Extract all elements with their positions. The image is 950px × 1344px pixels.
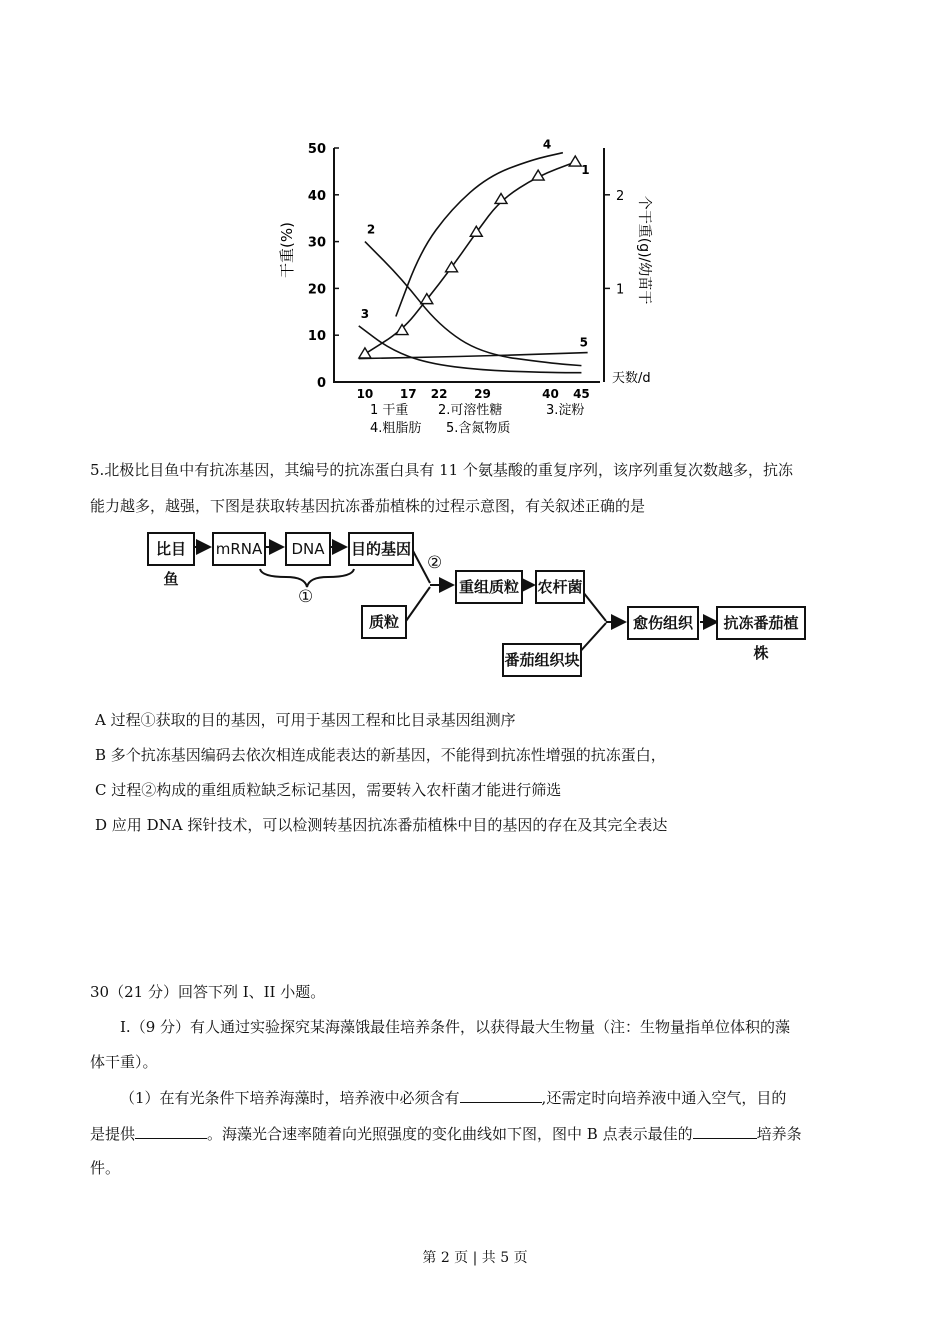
series-line-1: [365, 162, 575, 354]
option-a: A 过程①获取的目的基因，可用于基因工程和比目录基因组测序: [95, 711, 516, 729]
sub1-text-d: 。海藻光合速率随着向光照强度的变化曲线如下图，图中 B 点表示最佳的: [207, 1125, 693, 1143]
x-tick-label: 45: [573, 387, 590, 401]
flow-box-mrna: mRNA: [212, 532, 266, 566]
y-left-tick-label: 30: [307, 235, 326, 251]
flow-box-target-gene: 目的基因: [348, 532, 414, 566]
series-1-marker: [569, 156, 581, 166]
flow-box-agrobacterium: 农杆菌: [535, 570, 585, 604]
question30-sub1-line3: 件。: [90, 1159, 121, 1177]
flow-box-callus: 愈伤组织: [627, 606, 699, 640]
y-left-tick-label: 0: [316, 376, 326, 391]
series-1-marker: [359, 348, 371, 358]
x-tick-label: 29: [474, 387, 491, 401]
series-line-5: [359, 353, 588, 359]
x-tick-label: 40: [542, 387, 559, 401]
question30-header: 30（21 分）回答下列 I、II 小题。: [90, 983, 326, 1001]
series-label-3: 3: [360, 306, 370, 321]
option-d: D 应用 DNA 探针技术，可以检测转基因抗冻番茄植株中目的基因的存在及其完全表达: [95, 816, 668, 834]
sub1-text-a: （1）在有光条件下培养海藻时，培养液中必须含有: [120, 1089, 460, 1107]
flow-box-plasmid: 质粒: [361, 605, 407, 639]
step1-marker: ①: [298, 587, 314, 607]
series-line-2: [365, 242, 582, 366]
legend-entry-5: 5.含氮物质: [446, 421, 511, 436]
series-line-3: [359, 326, 582, 373]
x-tick-label: 22: [430, 387, 448, 401]
x-tick-label: 17: [399, 387, 417, 401]
series-label-2: 2: [366, 222, 376, 237]
series-1-marker: [396, 325, 408, 335]
flow-box-cold-resistant-plant: 抗冻番茄植株: [716, 606, 806, 640]
flow-box-recombinant-plasmid: 重组质粒: [455, 570, 523, 604]
series-label-4: 4: [542, 137, 552, 152]
y-right-tick-label: 1: [616, 282, 625, 298]
y-axis-left-label: 干重(%): [278, 222, 296, 278]
legend-entry-3: 3.淀粉: [546, 403, 585, 418]
seed-development-chart: [270, 130, 690, 440]
question5-line2: 能力越多，越强，下图是获取转基因抗冻番茄植株的过程示意图，有关叙述正确的是: [90, 497, 646, 515]
option-b: B 多个抗冻基因编码去依次相连成能表达的新基因，不能得到抗冻性增强的抗冻蛋白，: [95, 746, 666, 764]
option-c: C 过程②构成的重组质粒缺乏标记基因，需要转入农杆菌才能进行筛选: [95, 781, 562, 799]
question30-sub1-line1: [120, 1086, 786, 1108]
y-left-tick-label: 10: [307, 329, 326, 345]
answer-blank-3[interactable]: [693, 1122, 757, 1139]
legend-entry-4: 4.粗脂肪: [370, 421, 422, 436]
question30-part1-line2: 体干重）。: [90, 1053, 158, 1071]
y-axis-right-label: 个干重(g)/幼苗干: [636, 195, 652, 305]
sub1-text-c: 是提供: [90, 1125, 136, 1143]
flow-box-dna: DNA: [285, 532, 331, 566]
legend-entry-2: 2.可溶性糖: [438, 403, 503, 418]
series-label-1: 1: [581, 163, 590, 178]
flow-box-fish: 比目鱼: [147, 532, 195, 566]
y-right-tick-label: 2: [616, 188, 625, 204]
y-left-tick-label: 50: [307, 142, 326, 157]
sub1-text-e: 培养条: [756, 1125, 802, 1143]
chart-axes: [334, 148, 604, 382]
x-tick-label: 10: [356, 387, 374, 401]
page-footer: 第 2 页 | 共 5 页: [422, 1250, 528, 1266]
legend-entry-1: 1 干重: [370, 403, 409, 418]
x-axis-label: 天数/d: [612, 371, 651, 386]
question30-part1-line1: I.（9 分）有人通过实验探究某海藻饿最佳培养条件，以获得最大生物量（注：生物量指单位体积的藻: [120, 1018, 791, 1036]
flow-box-tomato-tissue: 番茄组织块: [502, 643, 582, 677]
answer-blank-2[interactable]: [135, 1122, 207, 1139]
series-label-5: 5: [579, 335, 588, 350]
series-1-marker: [446, 262, 458, 272]
step2-marker: ②: [427, 553, 443, 573]
y-left-tick-label: 40: [307, 188, 326, 204]
question5-line1: 5.北极比目鱼中有抗冻基因，其编号的抗冻蛋白具有 11 个氨基酸的重复序列，该序列重复次数越多，抗冻: [90, 461, 793, 479]
y-left-tick-label: 20: [307, 282, 326, 298]
answer-blank-1[interactable]: [460, 1086, 542, 1103]
question30-sub1-line2: [90, 1122, 802, 1144]
sub1-text-b: ,还需定时向培养液中通入空气，目的: [541, 1089, 787, 1107]
